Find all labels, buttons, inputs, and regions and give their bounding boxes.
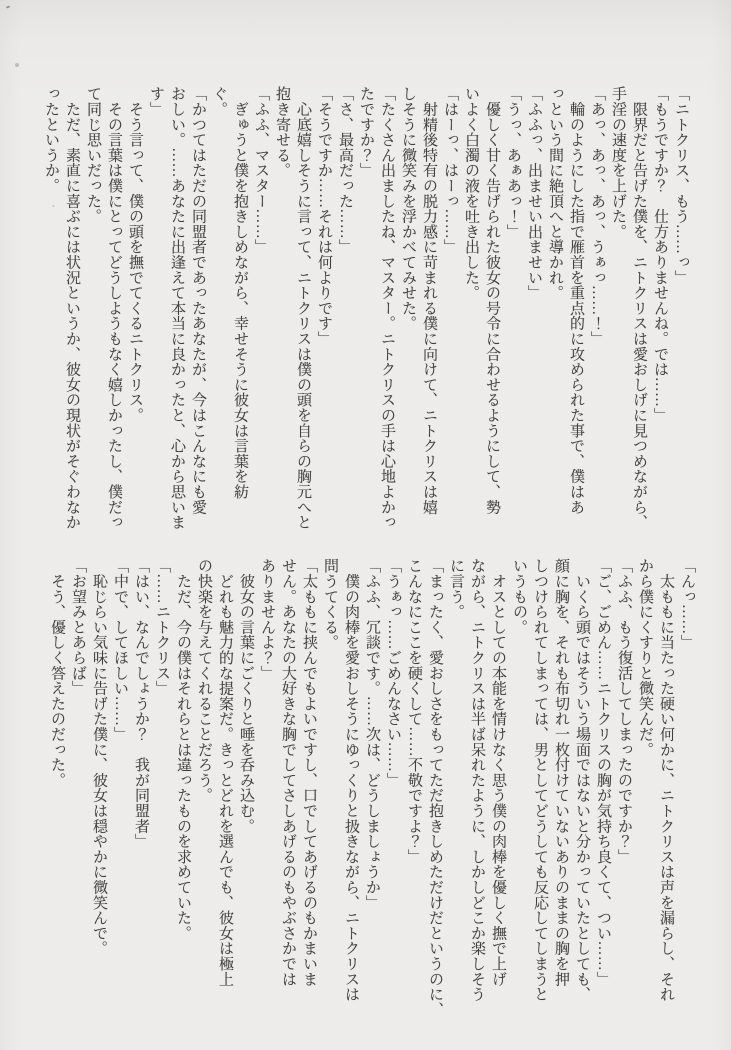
- text-line: 「あっ、あっ、あっ、うぁっ……！」: [589, 86, 605, 347]
- text-line: 「太ももに挟んでもよいですし、口でしてあげるのもかまいま: [301, 558, 317, 987]
- text-line: いよく白濁の液を吐き出した。: [463, 86, 479, 301]
- text-line: ただ、素直に喜ぶには状況というか、彼女の現状がそぐわなか: [64, 86, 80, 530]
- text-line: 手淫の速度を上げた。: [610, 86, 626, 239]
- text-line: 「ふふ、もう復活してしまったのですか？」: [616, 558, 632, 864]
- text-line: ったというか。: [43, 86, 59, 194]
- text-line: 「さ、最高だった……」: [337, 86, 353, 255]
- text-line: 「んっ……」: [679, 558, 695, 650]
- scan-speck: [6, 5, 10, 8]
- text-line: 「お望みとあらば」: [70, 558, 86, 696]
- text-line: ながら、ニトクリスは半ば呆れたように、しかしどこか楽しそう: [469, 558, 485, 1002]
- text-line: そう、優しく答えたのだった。: [49, 558, 65, 788]
- text-line: 「ニトクリス、もう……っ」: [673, 86, 689, 285]
- text-line: 「ふふっ、出ませい出ませい」: [526, 86, 542, 301]
- text-line: す」: [148, 86, 164, 117]
- text-line: オスとしての本能を情けなく思う僕の肉棒を優しく撫で上げ: [490, 558, 506, 987]
- text-line: 「中で、してほしい……」: [112, 558, 128, 742]
- text-line: せん。あなたの大好きな胸でしてさしあげるのもやぶさかでは: [280, 558, 296, 987]
- text-line: いうもの。: [511, 558, 527, 635]
- text-line: 恥じらい気味に告げた僕に、彼女は穏やかに微笑んで。: [91, 558, 107, 956]
- text-block-top: [40, 86, 691, 540]
- text-line: どれも魅力的な提案だ。きっとどれを選んでも、彼女は極上: [217, 558, 233, 987]
- text-line: 「ご、ごめん……ニトクリスの胸が気持ち良くて、つい……」: [595, 558, 611, 987]
- text-line: 「ふふ、冗談です。……次は、どうしましょうか」: [364, 558, 380, 910]
- text-line: 顔に胸を、それも布切れ一枚付けていないありのままの胸を押: [553, 558, 569, 987]
- text-line: おしい。……あなたに出逢えて本当に良かったと、心から思いま: [169, 86, 185, 530]
- text-line: 「うぁっ……ごめんなさい……」: [385, 558, 401, 788]
- text-line: 限界だと告げた僕を、ニトクリスは愛おしげに見つめながら、: [631, 86, 647, 530]
- text-line: 輪のようにした指で雁首を重点的に攻められた事で、僕はあ: [568, 86, 584, 515]
- text-line: 問うてくる。: [322, 558, 338, 650]
- text-line: 彼女の言葉にごくりと唾を呑み込む。: [238, 558, 254, 834]
- text-line: 抱き寄せる。: [274, 86, 290, 178]
- text-line: 僕の肉棒を愛おしそうにゆっくりと扱きながら、ニトクリスは: [343, 558, 359, 1002]
- text-line: 「たくさん出ましたね、マスター。ニトクリスの手は心地よかっ: [379, 86, 395, 530]
- text-line: っという間に絶頂へと導かれ。: [547, 86, 563, 301]
- text-line: ありませんよ？」: [259, 558, 275, 681]
- text-line: 「ふふ、マスター……」: [253, 86, 269, 255]
- text-line: そう言って、僕の頭を撫でてくるニトクリス。: [127, 86, 143, 423]
- text-line: しつけられてしまっては、男としてどうしても反応してしまうと: [532, 558, 548, 1002]
- text-line: いくら頭ではそういう場面ではないと分かっていたとしても、: [574, 558, 590, 1002]
- text-line: 太ももに当たった硬い何かに、ニトクリスは声を漏らし、それ: [658, 558, 674, 1002]
- text-line: 「……ニトクリス」: [154, 558, 170, 696]
- text-line: しそうに微笑みを浮かべてみせた。: [400, 86, 416, 331]
- text-line: ただ、今の僕はそれらとは違ったものを求めていた。: [175, 558, 191, 941]
- text-line: の快楽を与えてくれることだろう。: [196, 558, 212, 803]
- text-line: から僕にくすりと微笑んだ。: [637, 558, 653, 757]
- text-line: 「うっ、あぁあっ！」: [505, 86, 521, 239]
- scan-speck: [15, 63, 19, 67]
- text-block-bottom: [46, 558, 697, 1017]
- text-line: 心底嬉しそうに言って、ニトクリスは僕の頭を自らの胸元へと: [295, 86, 311, 530]
- text-line: その言葉は僕にとってどうしようもなく嬉しかったし、僕だっ: [106, 86, 122, 530]
- text-line: 「はーっ、はーっ……」: [442, 86, 458, 255]
- text-line: 「そうですか……それは何よりです」: [316, 86, 332, 347]
- text-line: 優しく甘く告げられた彼女の号令に合わせるようにして、勢: [484, 86, 500, 515]
- text-line: こんなにここを硬くして……不敬ですよ？」: [406, 558, 422, 864]
- text-line: ぎゅうと僕を抱きしめながら、幸せそうに彼女は言葉を紡: [232, 86, 248, 500]
- text-line: て同じ思いだった。: [85, 86, 101, 224]
- text-line: 「もうですか？ 仕方ありませんね。では……」: [652, 86, 668, 423]
- text-line: たですか？」: [358, 86, 374, 178]
- text-line: ぐ。: [211, 86, 227, 117]
- text-line: 「はい、なんでしょうか？ 我が同盟者」: [133, 558, 149, 849]
- text-line: 「まったく、愛おしさをもってただ抱きしめただけだというのに、: [427, 558, 443, 1017]
- text-line: に言う。: [448, 558, 464, 620]
- text-line: 射精後特有の脱力感に苛まれる僕に向けて、ニトクリスは嬉: [421, 86, 437, 515]
- text-line: 「かつてはただの同盟者であったあなたが、今はこんなにも愛: [190, 86, 206, 515]
